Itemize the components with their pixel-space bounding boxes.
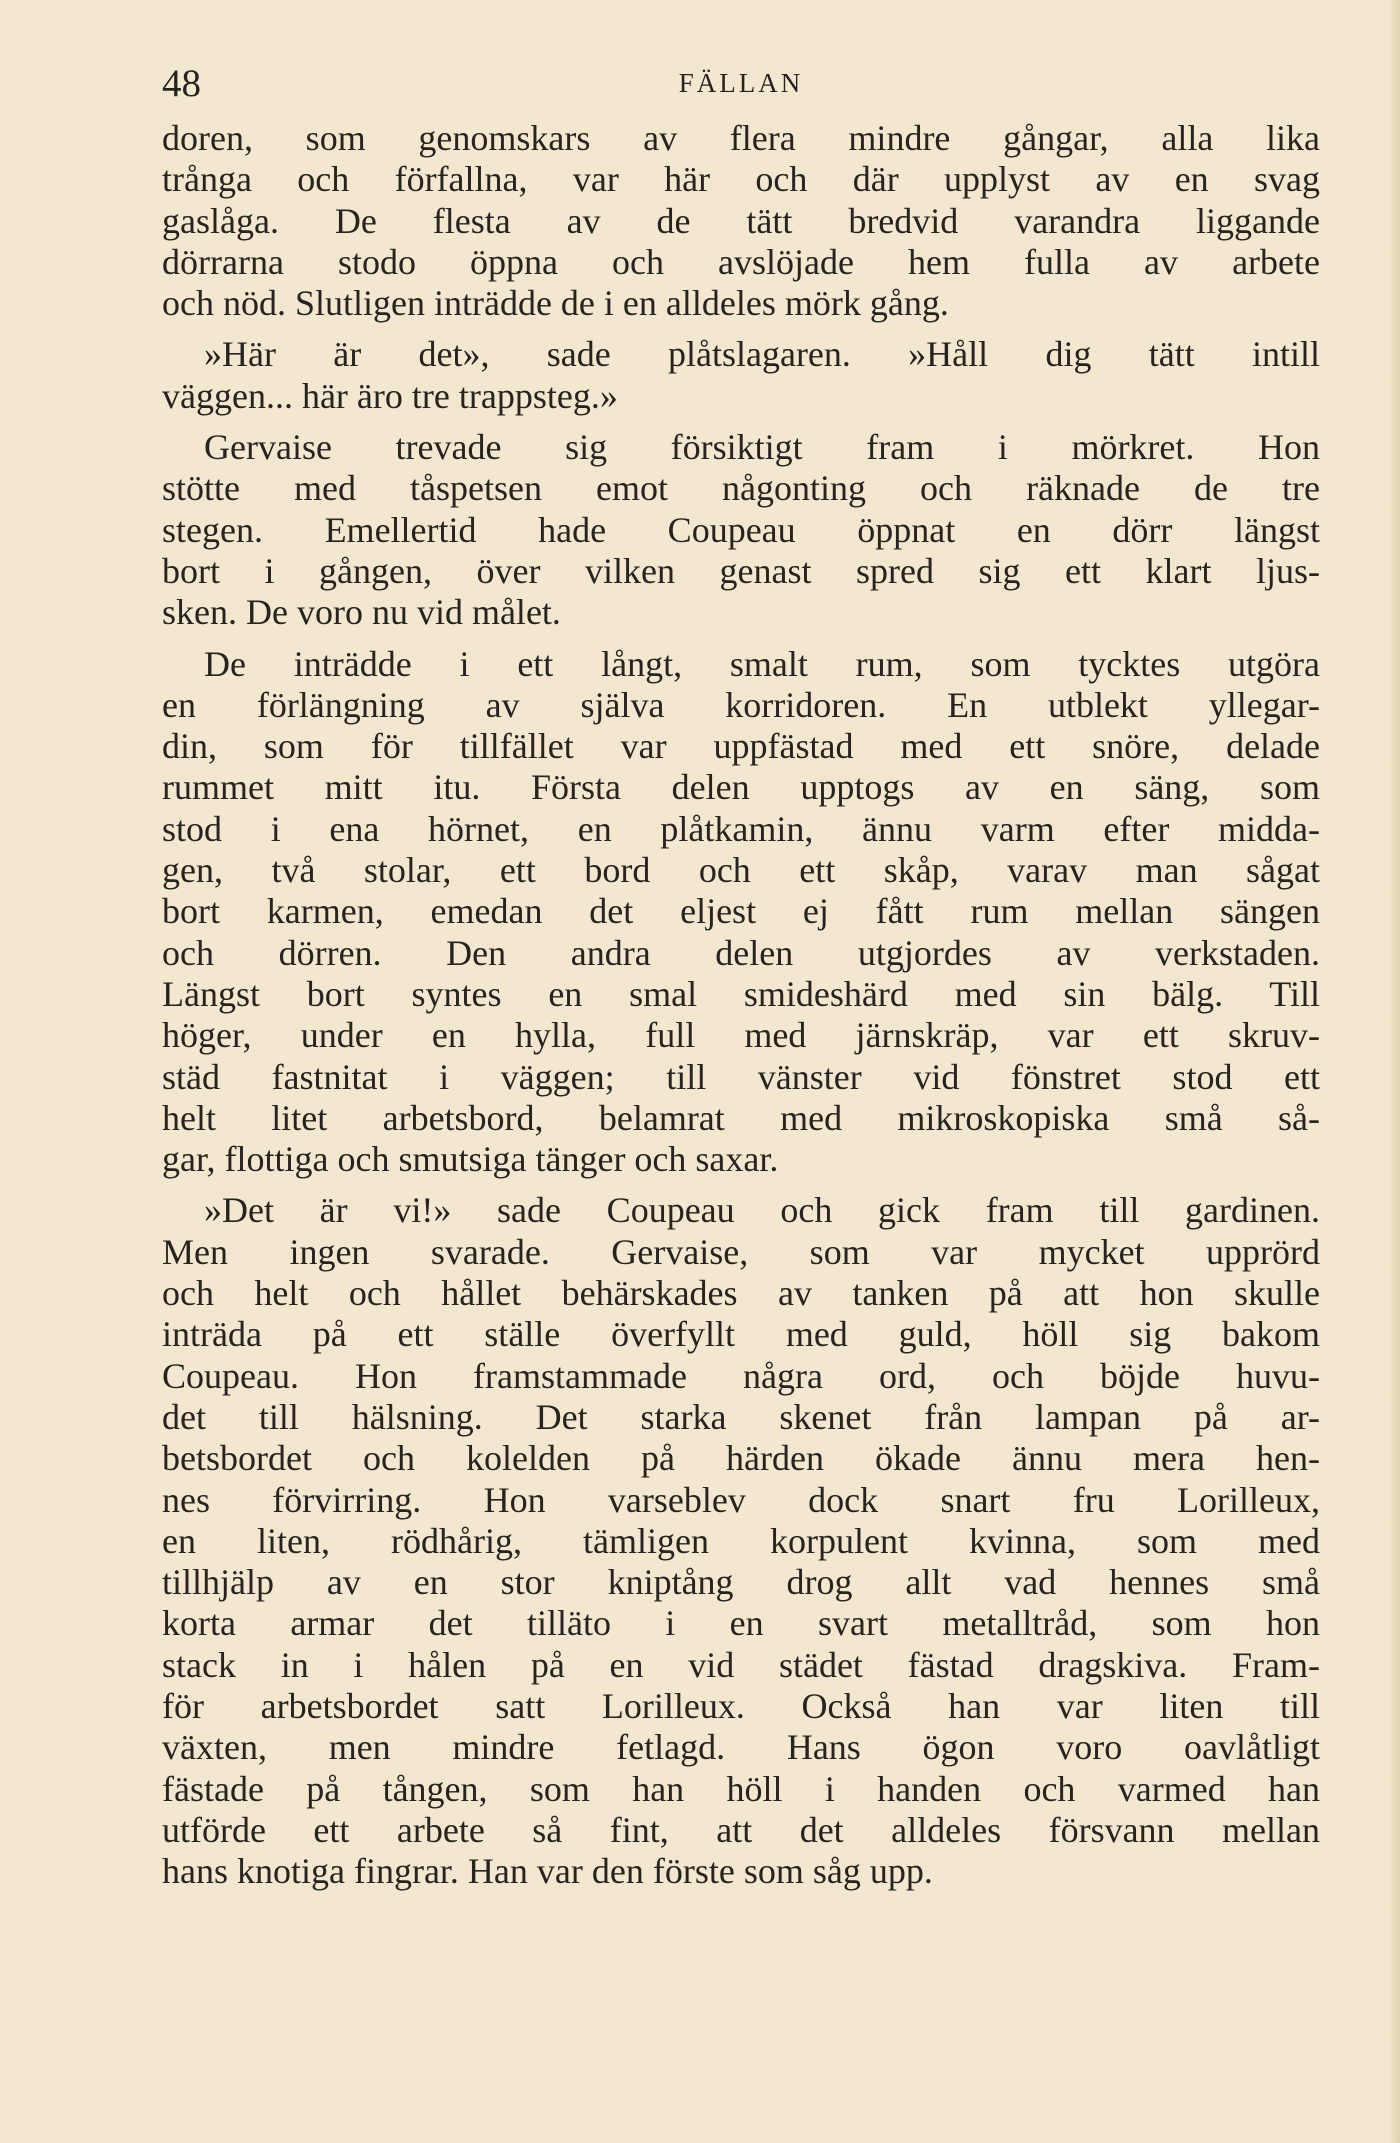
text-line: Men ingen svarade. Gervaise, som var mycket upprörd bbox=[162, 1231, 1320, 1272]
text-line: »Det är vi!» sade Coupeau och gick fram till gardinen. bbox=[204, 1190, 1320, 1231]
text-line: för arbetsbordet satt Lorilleux. Också han var liten till bbox=[162, 1685, 1320, 1726]
paragraph bbox=[162, 644, 1320, 1181]
text-line: sken. De voro nu vid målet. bbox=[162, 592, 561, 633]
text-line: fästade på tången, som han höll i handen och varmed han bbox=[162, 1768, 1320, 1809]
text-line: helt litet arbetsbord, belamrat med mikroskopiska små så- bbox=[162, 1097, 1320, 1138]
text-line: städ fastnitat i väggen; till vänster vid fönstret stod ett bbox=[162, 1056, 1320, 1097]
text-line: hans knotiga fingrar. Han var den förste som såg upp. bbox=[162, 1851, 933, 1892]
text-line: och dörren. Den andra delen utgjordes av verkstaden. bbox=[162, 932, 1320, 973]
text-line: stod i ena hörnet, en plåtkamin, ännu varm efter midda- bbox=[162, 808, 1320, 849]
text-line: stegen. Emellertid hade Coupeau öppnat en dörr längst bbox=[162, 509, 1320, 550]
text-line: växten, men mindre fetlagd. Hans ögon voro oavlåtligt bbox=[162, 1727, 1320, 1768]
text-line: en liten, rödhårig, tämligen korpulent kvinna, som med bbox=[162, 1520, 1320, 1561]
text-line: gaslåga. De flesta av de tätt bredvid varandra liggande bbox=[162, 200, 1320, 241]
running-title: FÄLLAN bbox=[678, 68, 804, 98]
text-line: rummet mitt itu. Första delen upptogs av en säng, som bbox=[162, 767, 1320, 808]
text-line: betsbordet och kolelden på härden ökade ännu mera hen- bbox=[162, 1438, 1320, 1479]
text-line: en förlängning av själva korridoren. En utblekt yllegar- bbox=[162, 684, 1320, 725]
page-number: 48 bbox=[162, 62, 201, 105]
paragraph bbox=[162, 427, 1320, 633]
paragraph bbox=[162, 118, 1320, 324]
page-edge bbox=[1390, 0, 1400, 2143]
text-line: Längst bort syntes en smal smideshärd med sin bälg. Till bbox=[162, 973, 1320, 1014]
text-line: din, som för tillfället var uppfästad med ett snöre, delade bbox=[162, 726, 1320, 767]
text-line: tillhjälp av en stor kniptång drog allt vad hennes små bbox=[162, 1562, 1320, 1603]
paragraph bbox=[162, 1190, 1320, 1892]
text-line: och helt och hållet behärskades av tanken på att hon skulle bbox=[162, 1273, 1320, 1314]
text-line: gen, två stolar, ett bord och ett skåp, varav man sågat bbox=[162, 850, 1320, 891]
text-line: Coupeau. Hon framstammade några ord, och böjde huvu- bbox=[162, 1355, 1320, 1396]
paragraph bbox=[162, 334, 1320, 417]
text-line: doren, som genomskars av flera mindre gångar, alla lika bbox=[162, 118, 1320, 158]
text-line: Gervaise trevade sig försiktigt fram i mörkret. Hon bbox=[204, 427, 1320, 468]
text-line: De inträdde i ett långt, smalt rum, som tycktes utgöra bbox=[204, 643, 1320, 684]
page-header bbox=[162, 55, 1320, 115]
text-line: och nöd. Slutligen inträdde de i en alldeles mörk gång. bbox=[162, 283, 949, 324]
text-line: nes förvirring. Hon varseblev dock snart fru Lorilleux, bbox=[162, 1479, 1320, 1520]
text-line: gar, flottiga och smutsiga tänger och saxar. bbox=[162, 1139, 779, 1180]
body-text bbox=[162, 118, 1320, 1902]
text-line: »Här är det», sade plåtslagaren. »Håll dig tätt intill bbox=[204, 334, 1320, 375]
text-line: utförde ett arbete så fint, att det alldeles försvann mellan bbox=[162, 1809, 1320, 1850]
text-line: korta armar det tilläto i en svart metalltråd, som hon bbox=[162, 1603, 1320, 1644]
text-line: stack in i hålen på en vid städet fästad dragskiva. Fram- bbox=[162, 1644, 1320, 1685]
text-line: bort i gången, över vilken genast spred sig ett klart ljus- bbox=[162, 550, 1320, 591]
text-line: trånga och förfallna, var här och där upplyst av en svag bbox=[162, 159, 1320, 200]
text-line: det till hälsning. Det starka skenet från lampan på ar- bbox=[162, 1396, 1320, 1437]
text-line: bort karmen, emedan det eljest ej fått rum mellan sängen bbox=[162, 891, 1320, 932]
text-line: inträda på ett ställe överfyllt med guld, höll sig bakom bbox=[162, 1314, 1320, 1355]
text-line: höger, under en hylla, full med järnskräp, var ett skruv- bbox=[162, 1015, 1320, 1056]
text-line: väggen... här äro tre trappsteg.» bbox=[162, 375, 618, 416]
text-line: stötte med tåspetsen emot någonting och räknade de tre bbox=[162, 468, 1320, 509]
text-line: dörrarna stodo öppna och avslöjade hem fulla av arbete bbox=[162, 241, 1320, 282]
